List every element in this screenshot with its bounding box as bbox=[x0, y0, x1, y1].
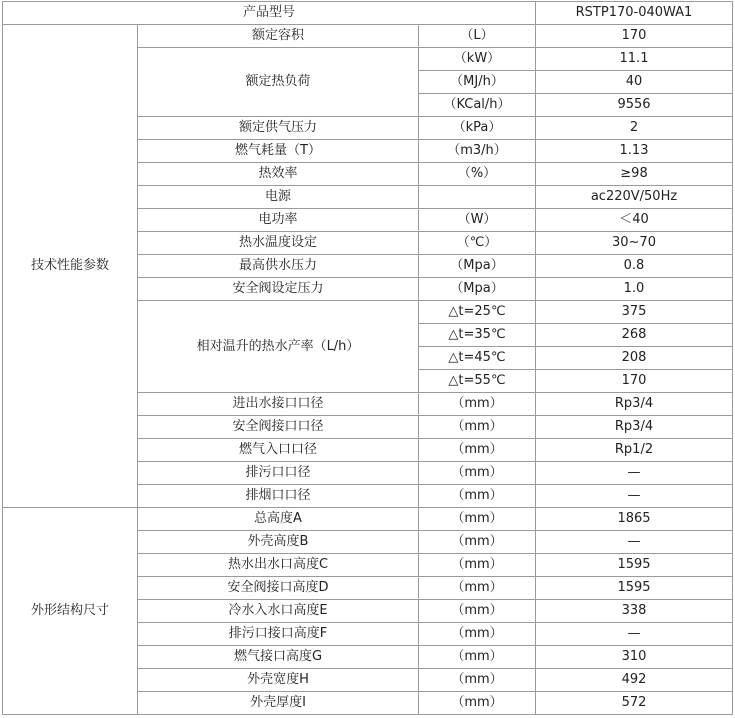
param-unit: （Mpa） bbox=[419, 255, 536, 278]
dim-unit: （mm） bbox=[419, 692, 536, 715]
param-value: 375 bbox=[536, 301, 733, 324]
table-row bbox=[3, 508, 733, 531]
param-unit bbox=[419, 186, 536, 209]
param-value: 2 bbox=[536, 117, 733, 140]
param-value: Rp3/4 bbox=[536, 416, 733, 439]
param-value: ＜40 bbox=[536, 209, 733, 232]
param-unit: （mm） bbox=[419, 393, 536, 416]
param-value: Rp1/2 bbox=[536, 439, 733, 462]
param-name: 安全阀设定压力 bbox=[138, 278, 419, 301]
param-value: 0.8 bbox=[536, 255, 733, 278]
param-name: 排烟口口径 bbox=[138, 485, 419, 508]
param-value: 170 bbox=[536, 25, 733, 48]
param-name: 相对温升的热水产率（L/h） bbox=[138, 301, 419, 393]
param-unit: （MJ/h） bbox=[419, 71, 536, 94]
param-unit: △t=55℃ bbox=[419, 370, 536, 393]
dim-unit: （mm） bbox=[419, 554, 536, 577]
param-unit: △t=25℃ bbox=[419, 301, 536, 324]
dim-unit: （mm） bbox=[419, 669, 536, 692]
param-value: 1.13 bbox=[536, 140, 733, 163]
param-unit: （kPa） bbox=[419, 117, 536, 140]
param-name: 电源 bbox=[138, 186, 419, 209]
param-unit: （mm） bbox=[419, 485, 536, 508]
dim-value: — bbox=[536, 623, 733, 646]
param-value: 208 bbox=[536, 347, 733, 370]
dim-name: 外壳高度B bbox=[138, 531, 419, 554]
param-value: — bbox=[536, 462, 733, 485]
dim-unit: （mm） bbox=[419, 600, 536, 623]
model-value: RSTP170-040WA1 bbox=[536, 2, 733, 25]
header-row bbox=[3, 2, 733, 25]
table-row bbox=[3, 25, 733, 48]
param-unit: （m3/h） bbox=[419, 140, 536, 163]
param-name: 电功率 bbox=[138, 209, 419, 232]
param-name: 安全阀接口口径 bbox=[138, 416, 419, 439]
param-value: Rp3/4 bbox=[536, 393, 733, 416]
dim-value: — bbox=[536, 531, 733, 554]
group-label-dims: 外形结构尺寸 bbox=[3, 508, 138, 715]
param-unit: （℃） bbox=[419, 232, 536, 255]
dim-value: 1865 bbox=[536, 508, 733, 531]
param-name: 热水温度设定 bbox=[138, 232, 419, 255]
param-unit: （mm） bbox=[419, 439, 536, 462]
dim-name: 热水出水口高度C bbox=[138, 554, 419, 577]
param-name: 燃气耗量（T） bbox=[138, 140, 419, 163]
dim-value: 572 bbox=[536, 692, 733, 715]
param-unit: （Mpa） bbox=[419, 278, 536, 301]
dim-value: 492 bbox=[536, 669, 733, 692]
param-name: 额定热负荷 bbox=[138, 48, 419, 117]
dim-value: 1595 bbox=[536, 554, 733, 577]
param-name: 最高供水压力 bbox=[138, 255, 419, 278]
param-value: 268 bbox=[536, 324, 733, 347]
param-unit: （kW） bbox=[419, 48, 536, 71]
dim-unit: （mm） bbox=[419, 508, 536, 531]
dim-name: 安全阀接口高度D bbox=[138, 577, 419, 600]
param-unit: （%） bbox=[419, 163, 536, 186]
param-name: 进出水接口口径 bbox=[138, 393, 419, 416]
param-name: 额定供气压力 bbox=[138, 117, 419, 140]
dim-value: 338 bbox=[536, 600, 733, 623]
param-unit: △t=45℃ bbox=[419, 347, 536, 370]
param-value: ac220V/50Hz bbox=[536, 186, 733, 209]
dim-name: 燃气接口高度G bbox=[138, 646, 419, 669]
param-unit: （mm） bbox=[419, 416, 536, 439]
dim-unit: （mm） bbox=[419, 531, 536, 554]
dim-name: 外壳宽度H bbox=[138, 669, 419, 692]
dim-unit: （mm） bbox=[419, 577, 536, 600]
param-unit: （mm） bbox=[419, 462, 536, 485]
param-value: 1.0 bbox=[536, 278, 733, 301]
param-unit: （W） bbox=[419, 209, 536, 232]
param-value: 170 bbox=[536, 370, 733, 393]
param-unit: （KCal/h） bbox=[419, 94, 536, 117]
param-unit: △t=35℃ bbox=[419, 324, 536, 347]
param-name: 燃气入口口径 bbox=[138, 439, 419, 462]
model-label: 产品型号 bbox=[3, 2, 536, 25]
dim-name: 排污口接口高度F bbox=[138, 623, 419, 646]
param-value: — bbox=[536, 485, 733, 508]
param-unit: （L） bbox=[419, 25, 536, 48]
dim-name: 总高度A bbox=[138, 508, 419, 531]
param-value: 9556 bbox=[536, 94, 733, 117]
dim-value: 310 bbox=[536, 646, 733, 669]
param-name: 热效率 bbox=[138, 163, 419, 186]
dim-unit: （mm） bbox=[419, 623, 536, 646]
dim-unit: （mm） bbox=[419, 646, 536, 669]
param-value: ≥98 bbox=[536, 163, 733, 186]
param-value: 11.1 bbox=[536, 48, 733, 71]
dim-name: 外壳厚度I bbox=[138, 692, 419, 715]
param-value: 30~70 bbox=[536, 232, 733, 255]
dim-name: 冷水入水口高度E bbox=[138, 600, 419, 623]
spec-table bbox=[2, 1, 733, 715]
param-name: 额定容积 bbox=[138, 25, 419, 48]
param-value: 40 bbox=[536, 71, 733, 94]
param-name: 排污口口径 bbox=[138, 462, 419, 485]
dim-value: 1595 bbox=[536, 577, 733, 600]
group-label-tech: 技术性能参数 bbox=[3, 25, 138, 508]
